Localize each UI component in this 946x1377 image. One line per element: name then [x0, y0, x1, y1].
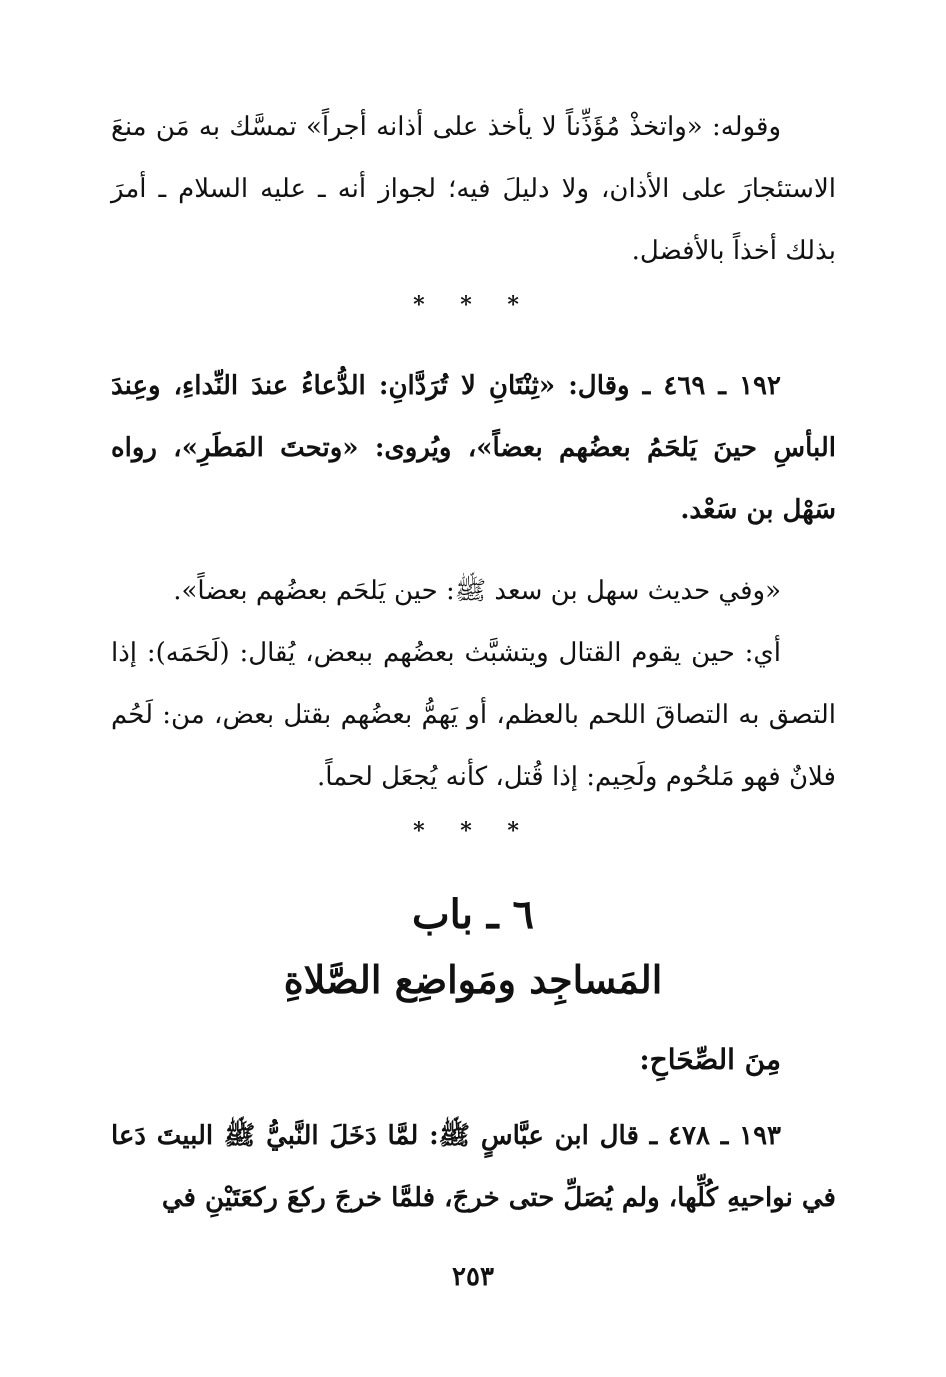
chapter-number: ٦ ـ باب: [411, 891, 535, 938]
hadith-192: ١٩٢ ـ ٤٦٩ ـ وقال: «ثِنْتَانِ لا تُرَدَّانِ: الدُّعاءُ عندَ النِّداءِ، وعِندَ البأسِ حينَ يَلحَمُ بعضُهم بعضاً»، ويُروى: «وتحتَ المَطَرِ»، رواه سَهْل بن سَعْد.: [111, 371, 836, 525]
paragraph-sahl-hadith: «وفي حديث سهل بن سعد ﷺ: حين يَلحَم بعضُهم بعضاً».: [173, 576, 781, 606]
subheading-sihah: مِنَ الصِّحَاحِ:: [639, 1043, 781, 1076]
section-separator: * * *: [413, 818, 533, 844]
paragraph-muezzin-commentary: وقوله: «واتخذْ مُؤَذِّناً لا يأخذ على أذانه أجراً» تمسَّك به مَن منعَ الاستئجارَ على الأذان، ولا دليلَ فيه؛ لجواز أنه ـ عليه السلام ـ أمرَ بذلك أخذاً بالأفضل.: [111, 112, 836, 266]
section-separator: * * *: [413, 292, 533, 318]
paragraph-lahm-explanation: أي: حين يقوم القتال ويتشبَّث بعضُهم ببعض، يُقال: (لَحَمَه): إذا التصق به التصاقَ اللحم بالعظم، أو يَهمُّ بعضُهم بقتل بعض، من: لَحُم فلانٌ فهو مَلحُوم ولَحِيم: إذا قُتل، كأنه يُجعَل لحماً.: [111, 638, 837, 792]
page-number: ٢٥٣: [452, 1262, 494, 1292]
chapter-title: المَساجِد ومَواضِع الصَّلاةِ: [283, 957, 663, 1002]
hadith-193: ١٩٣ ـ ٤٧٨ ـ قال ابن عبَّاسٍ ﷺ: لمَّا دَخَلَ النَّبيُّ ﷺ البيتَ دَعا في نواحيهِ كُلِّها، ولم يُصَلِّ حتى خرجَ، فلمَّا خرجَ ركعَ ركعَتَيْنِ في: [111, 1121, 836, 1213]
